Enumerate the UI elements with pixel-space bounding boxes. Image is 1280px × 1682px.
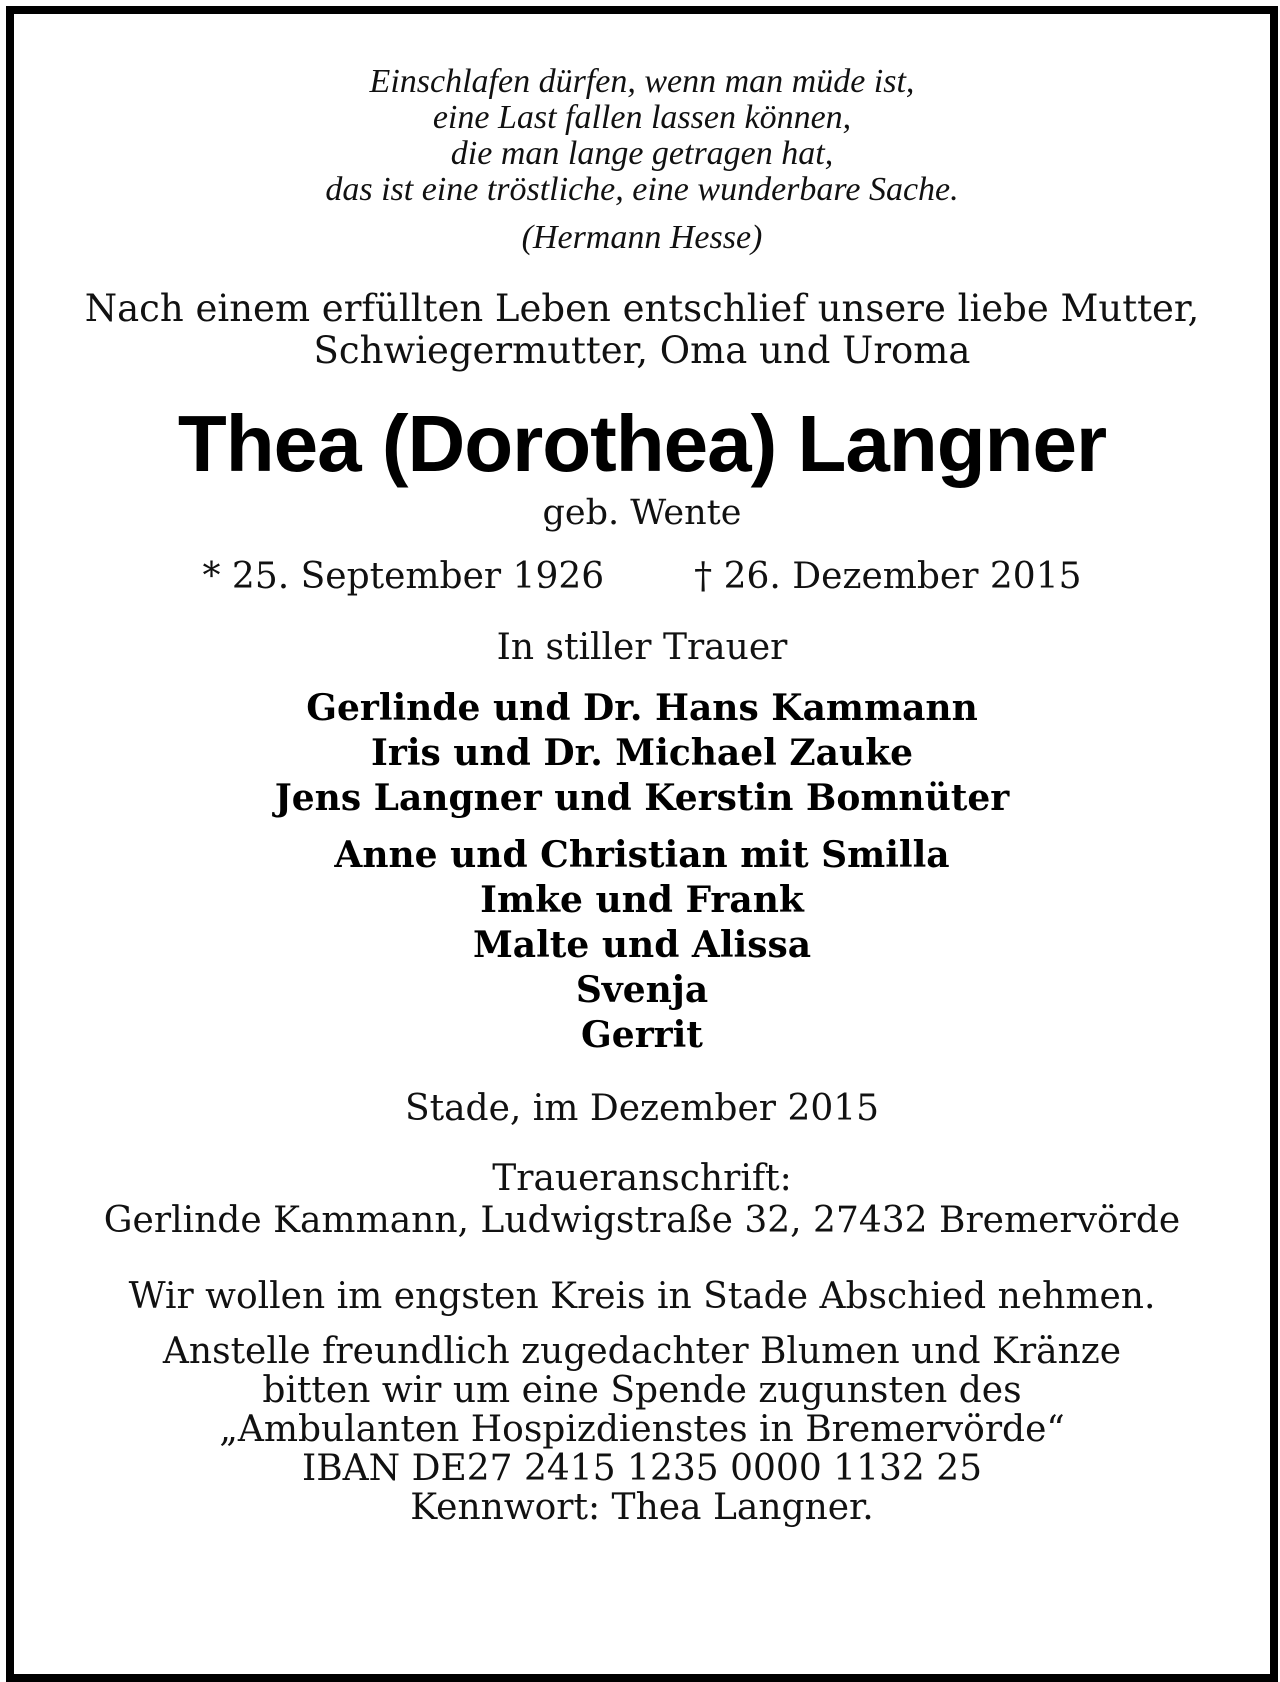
place-date: Stade, im Dezember 2015 xyxy=(404,1088,880,1129)
quote-author: (Hermann Hesse) xyxy=(521,219,763,256)
intro-line: Schwiegermutter, Oma und Uroma xyxy=(313,329,971,372)
quote-line: die man lange getragen hat, xyxy=(450,135,834,172)
intro-line: Nach einem erfüllten Leben entschlief unsere liebe Mutter, xyxy=(84,287,1200,330)
death-date: † 26. Dezember 2015 xyxy=(694,556,1082,597)
mourner-name: Iris und Dr. Michael Zauke xyxy=(371,732,913,774)
obituary-frame xyxy=(6,6,1278,1682)
birth-date: * 25. September 1926 xyxy=(202,556,605,597)
donation-line: „Ambulanten Hospizdienstes in Bremervörde“ xyxy=(219,1409,1065,1450)
address-value: Gerlinde Kammann, Ludwigstraße 32, 27432 Bremervörde xyxy=(103,1200,1181,1241)
donation-line: bitten wir um eine Spende zugunsten des xyxy=(262,1370,1022,1411)
life-dates xyxy=(14,556,1270,598)
iban-line: IBAN DE27 2415 1235 0000 1132 25 xyxy=(301,1448,983,1489)
donation-line: Anstelle freundlich zugedachter Blumen und Kränze xyxy=(162,1331,1122,1372)
quote-line: das ist eine tröstliche, eine wunderbare Sache. xyxy=(325,171,959,208)
donation-note xyxy=(14,1332,1270,1527)
birth-name: geb. Wente xyxy=(542,493,742,533)
mourning-label: In stiller Trauer xyxy=(496,627,788,668)
quote-line: Einschlafen dürfen, wenn man müde ist, xyxy=(369,63,915,100)
quote-line: eine Last fallen lassen können, xyxy=(432,99,852,136)
mourner-name: Jens Langner und Kerstin Bomnüter xyxy=(274,777,1010,819)
mourner-name: Malte und Alissa xyxy=(472,924,812,966)
address-label: Traueranschrift: xyxy=(492,1158,792,1199)
keyword-line: Kennwort: Thea Langner. xyxy=(410,1487,874,1528)
mourner-name: Gerlinde und Dr. Hans Kammann xyxy=(306,687,978,729)
mourner-name: Anne und Christian mit Smilla xyxy=(334,834,950,876)
mourning-address xyxy=(14,1158,1270,1242)
mourners-children xyxy=(14,686,1270,821)
mourner-name: Svenja xyxy=(575,969,709,1011)
farewell-note: Wir wollen im engsten Kreis in Stade Abschied nehmen. xyxy=(128,1276,1156,1317)
deceased-name: Thea (Dorothea) Langner xyxy=(177,399,1107,488)
obituary-content xyxy=(14,14,1270,1674)
mourner-name: Gerrit xyxy=(581,1014,703,1056)
mourners-grandchildren xyxy=(14,833,1270,1058)
mourner-name: Imke und Frank xyxy=(480,879,804,921)
intro-text xyxy=(14,288,1270,372)
hesse-quote xyxy=(14,64,1270,256)
